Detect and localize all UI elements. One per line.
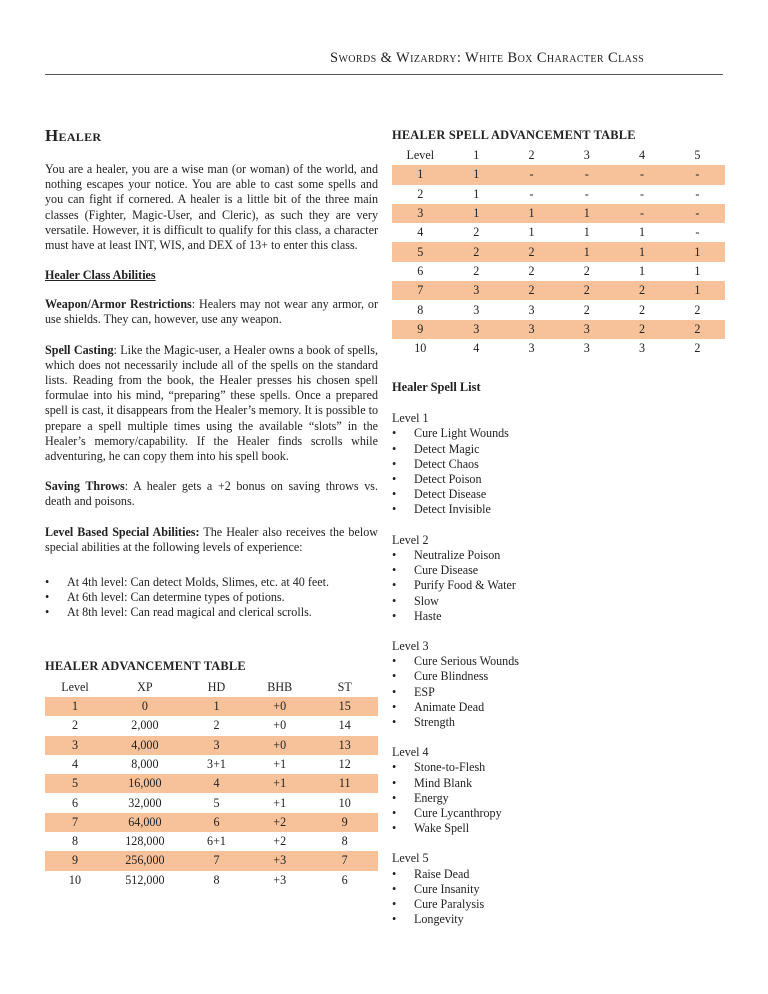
table-cell: 3 xyxy=(449,320,504,339)
table-cell: - xyxy=(559,165,614,184)
table-row xyxy=(45,871,378,890)
special-abilities-label: Level Based Special Abilities: xyxy=(45,524,200,539)
table-cell: 7 xyxy=(311,851,378,870)
spell-level-label: Level 2 xyxy=(392,532,429,547)
table-cell: 3 xyxy=(45,736,105,755)
weapon-paragraph xyxy=(45,297,378,327)
table-row xyxy=(45,697,378,716)
spell-level-block xyxy=(392,533,725,624)
list-item: • Purify Food & Water xyxy=(392,578,725,593)
table-cell: +3 xyxy=(273,872,287,887)
saving-throws-text: : A healer gets a +2 bonus on saving throws vs. death and poisons. xyxy=(45,479,378,509)
table-cell: 1 xyxy=(528,225,535,240)
list-item: • Energy xyxy=(392,791,725,806)
table-cell: 4 xyxy=(71,757,78,771)
list-item: • Cure Paralysis xyxy=(392,897,725,912)
list-item: • Wake Spell xyxy=(392,821,725,836)
table-cell: 2 xyxy=(473,263,480,278)
table-row xyxy=(45,716,378,735)
table-cell: 5 xyxy=(45,774,105,793)
table-cell: 2 xyxy=(528,263,535,278)
table-cell: - xyxy=(695,225,700,240)
table-cell: +3 xyxy=(248,851,311,870)
table-cell: 8 xyxy=(341,834,348,849)
table-cell: 2 xyxy=(614,320,669,339)
list-item: • Detect Magic xyxy=(392,442,725,457)
table-cell: 64,000 xyxy=(105,813,185,832)
table-cell: 1 xyxy=(45,697,105,716)
table-row xyxy=(392,185,725,204)
table-cell: 6 xyxy=(185,813,248,832)
table-cell: 4 xyxy=(417,225,424,240)
table-cell: - xyxy=(614,165,669,184)
table-row xyxy=(45,813,378,832)
table-cell: 11 xyxy=(311,774,378,793)
table-cell: 1 xyxy=(185,697,248,716)
table-cell: 3 xyxy=(504,320,559,339)
col-header: BHB xyxy=(267,679,293,694)
table-cell: 3 xyxy=(528,341,535,356)
spell-advancement-table xyxy=(392,146,725,358)
class-title: Healer xyxy=(45,126,102,145)
table-cell: 6 xyxy=(417,263,424,278)
special-abilities-paragraph xyxy=(45,525,378,555)
table-cell: 2 xyxy=(417,186,424,201)
special-abilities-list xyxy=(45,575,378,621)
table-cell: 1 xyxy=(670,242,725,261)
table-cell: +1 xyxy=(273,795,287,810)
header-rule xyxy=(45,74,723,75)
table-row xyxy=(45,736,378,755)
list-item: • Animate Dead xyxy=(392,700,725,715)
table-row xyxy=(45,851,378,870)
table-cell: 2 xyxy=(583,302,590,317)
list-item: • Cure Light Wounds xyxy=(392,426,725,441)
table-cell: 10 xyxy=(338,795,351,810)
table-cell: 512,000 xyxy=(125,872,165,887)
table-cell: 1 xyxy=(639,263,646,278)
advancement-table-body xyxy=(45,697,378,890)
table-cell: +1 xyxy=(273,757,287,771)
table-cell: - xyxy=(640,186,645,201)
table-cell: 1 xyxy=(670,281,725,300)
col-header: 3 xyxy=(583,148,590,163)
table-cell: 5 xyxy=(392,242,449,261)
table-row xyxy=(392,300,725,319)
table-cell: 10 xyxy=(414,341,427,356)
list-item: • Detect Poison xyxy=(392,472,725,487)
table-cell: 1 xyxy=(392,165,449,184)
list-item: • Detect Invisible xyxy=(392,502,725,517)
table-row xyxy=(392,204,725,223)
table-cell: 15 xyxy=(311,697,378,716)
table-cell: 0 xyxy=(105,697,185,716)
list-item: • Haste xyxy=(392,609,725,624)
abilities-heading: Healer Class Abilities xyxy=(45,268,156,283)
spell-level-block xyxy=(392,411,725,517)
list-item: • At 4th level: Can detect Molds, Slimes, etc. at 40 feet. xyxy=(45,575,378,590)
table-cell: 2,000 xyxy=(131,718,159,733)
list-item: • Longevity xyxy=(392,912,725,927)
table-cell: 7 xyxy=(392,281,449,300)
table-cell: 1 xyxy=(694,263,701,278)
spell-table-title: HEALER SPELL ADVANCEMENT TABLE xyxy=(392,128,636,142)
table-cell: +0 xyxy=(248,697,311,716)
table-cell: 3 xyxy=(559,320,614,339)
table-cell: 8,000 xyxy=(131,757,159,771)
table-cell: 8 xyxy=(71,834,78,849)
table-cell: 2 xyxy=(473,225,480,240)
table-cell: 6 xyxy=(71,795,78,810)
spell-level-label: Level 1 xyxy=(392,411,429,426)
col-header: Level xyxy=(406,148,435,163)
list-item: • Cure Blindness xyxy=(392,669,725,684)
right-column xyxy=(392,128,725,942)
left-column xyxy=(45,126,378,890)
list-item: • At 8th level: Can read magical and clerical scrolls. xyxy=(45,605,378,620)
special-abilities-text: The Healer also receives the below special abilities at the following levels of experience: xyxy=(45,524,378,554)
table-cell: 1 xyxy=(449,204,504,223)
spell-list xyxy=(392,548,725,624)
table-cell: - xyxy=(670,165,725,184)
table-cell: 2 xyxy=(449,242,504,261)
spell-level-label: Level 4 xyxy=(392,745,429,760)
table-cell: 2 xyxy=(504,281,559,300)
table-cell: 7 xyxy=(45,813,105,832)
table-cell: +2 xyxy=(273,834,287,849)
col-header: ST xyxy=(337,679,352,694)
list-item: • Strength xyxy=(392,715,725,730)
table-cell: 1 xyxy=(504,204,559,223)
table-cell: 6+1 xyxy=(207,834,226,849)
table-header-row xyxy=(392,146,725,165)
advancement-table xyxy=(45,678,378,890)
table-cell: 9 xyxy=(45,851,105,870)
intro-paragraph: You are a healer, you are a wise man (or woman) of the world, and nothing escapes your notice. You are able to cast some spells and you can fight if cornered. A healer is a little bit of the three main classes (Fighter, Magic-User, and Cleric), as such they are very versatile. However, it is difficult to qualify for this class, a character must have at least INT, WIS, and DEX of 13+ to enter this class. xyxy=(45,162,378,253)
table-cell: 13 xyxy=(311,736,378,755)
table-cell: 1 xyxy=(473,186,480,201)
table-cell: 1 xyxy=(559,204,614,223)
table-row xyxy=(45,774,378,793)
table-cell: 2 xyxy=(639,302,646,317)
list-item: • Neutralize Poison xyxy=(392,548,725,563)
table-row xyxy=(392,320,725,339)
table-row xyxy=(45,832,378,851)
col-header: 5 xyxy=(694,148,701,163)
list-item: • Cure Lycanthropy xyxy=(392,806,725,821)
table-header-row xyxy=(45,678,378,697)
saving-throws-label: Saving Throws xyxy=(45,479,125,494)
table-cell: - xyxy=(529,186,534,201)
table-cell: 14 xyxy=(338,718,351,733)
table-row xyxy=(392,165,725,184)
table-cell: 2 xyxy=(694,302,701,317)
table-cell: 2 xyxy=(71,718,78,733)
table-cell: 2 xyxy=(694,341,701,356)
table-cell: 10 xyxy=(68,872,82,887)
spell-list-title: Healer Spell List xyxy=(392,380,481,395)
table-cell: 256,000 xyxy=(105,851,185,870)
table-row xyxy=(392,339,725,358)
list-item: • Raise Dead xyxy=(392,867,725,882)
table-cell: 5 xyxy=(213,795,220,810)
table-cell: +0 xyxy=(273,718,287,733)
table-row xyxy=(392,281,725,300)
table-cell: 4 xyxy=(473,341,480,356)
table-cell: 8 xyxy=(417,302,424,317)
spell-list xyxy=(392,426,725,517)
weapon-label: Weapon/Armor Restrictions xyxy=(45,297,192,312)
table-cell: - xyxy=(614,204,669,223)
spell-table-body xyxy=(392,165,725,358)
table-row xyxy=(392,223,725,242)
table-cell: 3+1 xyxy=(207,757,226,771)
table-cell: 2 xyxy=(504,242,559,261)
table-cell: 2 xyxy=(670,320,725,339)
saving-throws-paragraph xyxy=(45,479,378,509)
table-cell: 1 xyxy=(614,242,669,261)
col-header: HD xyxy=(207,679,226,694)
spell-list xyxy=(392,654,725,730)
table-cell: 3 xyxy=(583,341,590,356)
table-cell: - xyxy=(504,165,559,184)
table-cell: - xyxy=(670,204,725,223)
table-cell: - xyxy=(695,186,700,201)
running-header: Swords & Wizardry: White Box Character Class xyxy=(330,50,645,66)
table-cell: +2 xyxy=(248,813,311,832)
table-cell: 3 xyxy=(639,341,646,356)
col-header: 4 xyxy=(639,148,646,163)
list-item: • Mind Blank xyxy=(392,776,725,791)
table-cell: 2 xyxy=(559,281,614,300)
list-item: • Cure Disease xyxy=(392,563,725,578)
col-header: 2 xyxy=(528,148,535,163)
weapon-text: : Healers may not wear any armor, or use shields. They can, however, use any weapon. xyxy=(45,297,378,327)
spell-level-block xyxy=(392,745,725,836)
table-cell: 4 xyxy=(185,774,248,793)
table-cell: 3 xyxy=(449,281,504,300)
list-item: • Slow xyxy=(392,594,725,609)
spell-level-label: Level 5 xyxy=(392,851,429,866)
table-cell: 3 xyxy=(392,204,449,223)
table-cell: 2 xyxy=(213,718,220,733)
table-cell: 1 xyxy=(559,242,614,261)
table-cell: 7 xyxy=(185,851,248,870)
spell-casting-paragraph xyxy=(45,343,378,465)
table-cell: 3 xyxy=(528,302,535,317)
spell-casting-text: : Like the Magic-user, a Healer owns a book of spells, which does not necessarily include all of the spells on the standard lists. Reading from the book, the Healer presses his chosen spell formulae into his mind, “preparing” these spells. Once a prepared spell is cast, it disappears from the Healer’s memory. It is possible to prepare a spell multiple times using the available “slots” in the Healer’s memory/capability. If the Healer finds scrolls while adventuring, he can copy them into his spell book. xyxy=(45,342,378,464)
table-row xyxy=(45,755,378,774)
spell-level-label: Level 3 xyxy=(392,638,429,653)
table-cell: +1 xyxy=(248,774,311,793)
col-header: Level xyxy=(61,679,89,694)
table-cell: 1 xyxy=(639,225,646,240)
table-cell: 2 xyxy=(583,263,590,278)
table-row xyxy=(392,242,725,261)
table-cell: 3 xyxy=(185,736,248,755)
table-cell: 12 xyxy=(338,757,351,771)
spell-levels xyxy=(392,411,725,927)
table-cell: 1 xyxy=(583,225,590,240)
table-cell: 3 xyxy=(473,302,480,317)
table-cell: - xyxy=(584,186,589,201)
table-cell: 8 xyxy=(213,872,220,887)
table-cell: 2 xyxy=(614,281,669,300)
spell-list xyxy=(392,760,725,836)
table-cell: 1 xyxy=(449,165,504,184)
col-header: XP xyxy=(137,679,153,694)
table-row xyxy=(392,262,725,281)
col-header: 1 xyxy=(473,148,480,163)
table-cell: 4,000 xyxy=(105,736,185,755)
list-item: • ESP xyxy=(392,685,725,700)
table-cell: 6 xyxy=(341,872,348,887)
table-cell: +0 xyxy=(248,736,311,755)
table-cell: 9 xyxy=(392,320,449,339)
list-item: • Cure Serious Wounds xyxy=(392,654,725,669)
table-cell: 128,000 xyxy=(125,834,165,849)
advancement-table-title: HEALER ADVANCEMENT TABLE xyxy=(45,658,246,673)
table-cell: 16,000 xyxy=(105,774,185,793)
spell-level-block xyxy=(392,639,725,730)
table-cell: 32,000 xyxy=(128,795,162,810)
table-row xyxy=(45,793,378,812)
list-item: • Stone-to-Flesh xyxy=(392,760,725,775)
spell-level-block xyxy=(392,851,725,927)
list-item: • Detect Chaos xyxy=(392,457,725,472)
list-item: • Cure Insanity xyxy=(392,882,725,897)
table-cell: 9 xyxy=(311,813,378,832)
list-item: • Detect Disease xyxy=(392,487,725,502)
spell-casting-label: Spell Casting xyxy=(45,342,114,357)
spell-list xyxy=(392,867,725,928)
list-item: • At 6th level: Can determine types of potions. xyxy=(45,590,378,605)
